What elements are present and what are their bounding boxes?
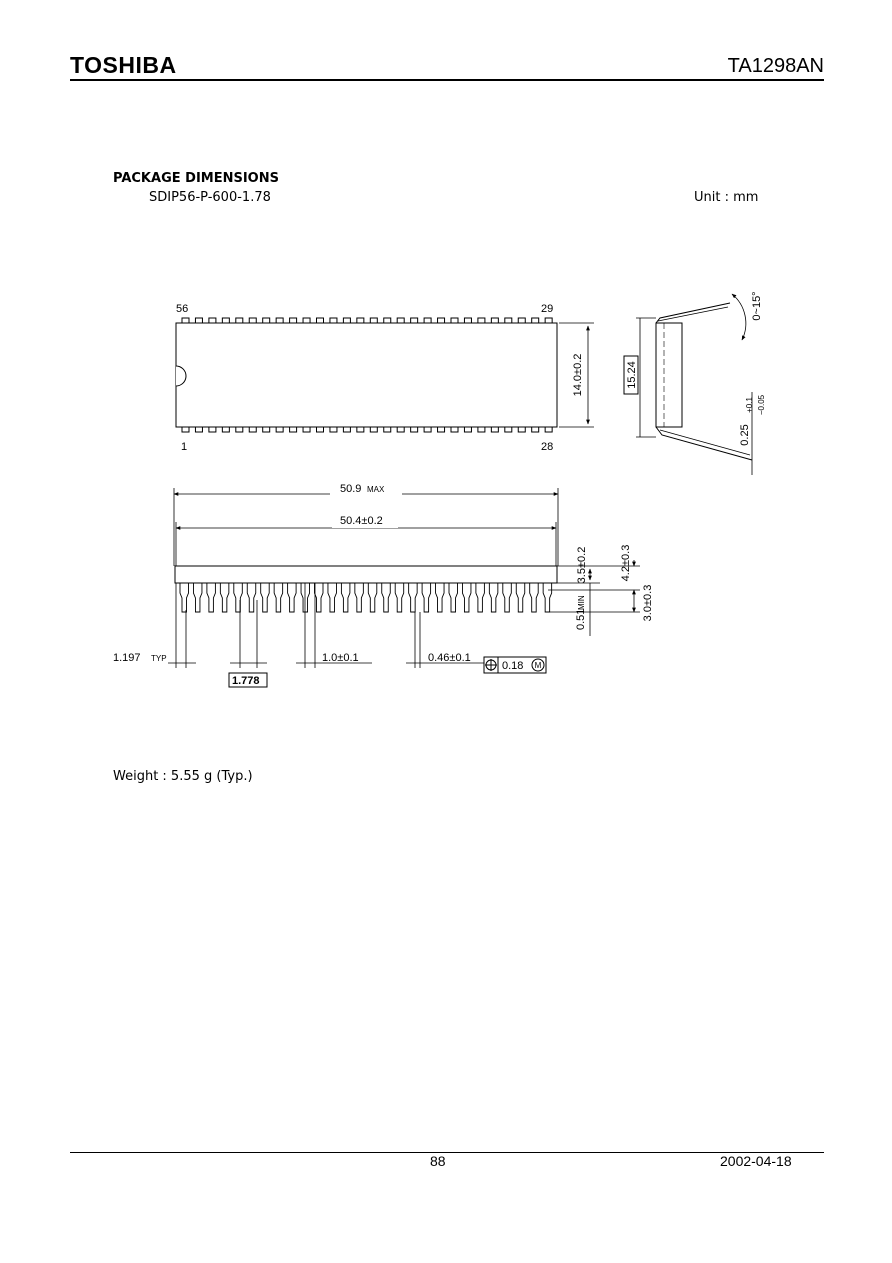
angle-dim-label: 0~15° <box>751 291 763 321</box>
side-view <box>113 483 654 687</box>
pin-stub-bottom <box>317 427 324 432</box>
lead-profile <box>180 583 189 612</box>
pin-stub-top <box>236 318 243 323</box>
pin-stub-top <box>532 318 539 323</box>
top-view <box>176 303 594 453</box>
lead-profile <box>530 583 539 612</box>
pin-stub-bottom <box>357 427 364 432</box>
lead-thickness-tol-plus: +0.1 <box>745 397 754 413</box>
pin-stub-bottom <box>518 427 525 432</box>
body-length-label: 50.4±0.2 <box>340 515 383 527</box>
revision-date: 2002-04-18 <box>720 1153 792 1169</box>
end-pitch-suffix: TYP <box>151 654 167 663</box>
pin-stub-top <box>505 318 512 323</box>
lead-thickness-tol-minus: −0.05 <box>757 394 766 416</box>
lead-profile <box>436 583 445 612</box>
pin-stub-bottom <box>424 427 431 432</box>
lead-width-label: 0.46±0.1 <box>428 652 471 664</box>
lead-profile <box>193 583 202 612</box>
pin-stub-top <box>451 318 458 323</box>
pin-stub-bottom <box>384 427 391 432</box>
pin-stub-top <box>370 318 377 323</box>
toshiba-logo: TOSHIBA <box>70 52 177 78</box>
pin-stub-bottom <box>303 427 310 432</box>
mmc-label: M <box>534 661 542 670</box>
seat-height-label: 4.2±0.3 <box>620 544 632 582</box>
lead-profile <box>382 583 391 612</box>
weight-text: Weight : 5.55 g (Typ.) <box>113 769 253 784</box>
side-view-body <box>175 566 557 583</box>
lead-profile <box>503 583 512 612</box>
lead-profile <box>395 583 404 612</box>
pin-stub-top <box>438 318 445 323</box>
lead-profile <box>516 583 525 612</box>
body-height-label: 3.5±0.2 <box>576 546 588 584</box>
pin-stub-top <box>491 318 498 323</box>
pin-stub-bottom <box>438 427 445 432</box>
pin-stub-bottom <box>276 427 283 432</box>
lead-profile <box>489 583 498 612</box>
pin-stub-top <box>249 318 256 323</box>
pin-stub-top <box>545 318 552 323</box>
package-code: SDIP56-P-600-1.78 <box>149 190 271 205</box>
pin-stub-top <box>290 318 297 323</box>
lead-profile <box>462 583 471 612</box>
pin-stub-bottom <box>263 427 270 432</box>
pin-stub-top <box>357 318 364 323</box>
lead-profile <box>543 583 552 612</box>
pin-stub-bottom <box>370 427 377 432</box>
pin-stub-top <box>263 318 270 323</box>
lead-profile <box>274 583 283 612</box>
pin-stub-top <box>384 318 391 323</box>
pin-stub-bottom <box>505 427 512 432</box>
lead-profile <box>368 583 377 612</box>
lead-profile <box>234 583 243 612</box>
pin-stub-top <box>276 318 283 323</box>
pin-stub-top <box>464 318 471 323</box>
pin-stub-bottom <box>532 427 539 432</box>
pin-stub-bottom <box>397 427 404 432</box>
pin-stub-top <box>330 318 337 323</box>
lead-profile <box>328 583 337 612</box>
top-view-body <box>176 323 557 427</box>
unit-label: Unit : mm <box>694 190 759 205</box>
lead-profile <box>288 583 297 612</box>
lead-profile <box>261 583 270 612</box>
lead-profile <box>247 583 256 612</box>
pin-stub-top <box>303 318 310 323</box>
pin-stub-top <box>518 318 525 323</box>
pin-stub-bottom <box>545 427 552 432</box>
standoff-suffix: MIN <box>577 595 586 610</box>
pin-stub-top <box>424 318 431 323</box>
lead-profile <box>355 583 364 612</box>
lead-profile <box>409 583 418 612</box>
pin-stub-bottom <box>236 427 243 432</box>
pitch-label: 1.778 <box>232 675 260 687</box>
pin-stub-top <box>411 318 418 323</box>
shoulder-width-label: 1.0±0.1 <box>322 652 359 664</box>
pin-stub-top <box>478 318 485 323</box>
pin-stub-top <box>397 318 404 323</box>
lead-profile <box>449 583 458 612</box>
pin-stub-bottom <box>330 427 337 432</box>
page-number: 88 <box>430 1153 446 1169</box>
row-spacing-label: 15.24 <box>626 361 638 389</box>
footer-rule <box>70 1152 824 1153</box>
pin-stub-bottom <box>478 427 485 432</box>
part-number: TA1298AN <box>727 55 824 77</box>
lead-length-label: 3.0±0.3 <box>642 584 654 622</box>
width-dim-label: 14.0±0.2 <box>572 353 584 397</box>
pin-stub-bottom <box>195 427 202 432</box>
lead-profile <box>476 583 485 612</box>
pin-label-28: 28 <box>541 441 554 453</box>
position-tol-label: 0.18 <box>502 660 524 672</box>
pin-stub-top <box>222 318 229 323</box>
pin-stub-bottom <box>411 427 418 432</box>
lead-thickness-label: 0.25 <box>739 424 751 446</box>
pin-label-1: 1 <box>181 441 188 453</box>
pin-stub-bottom <box>491 427 498 432</box>
pin-label-29: 29 <box>541 303 554 315</box>
pin-label-56: 56 <box>176 303 189 315</box>
lead-profile <box>422 583 431 612</box>
pin-stub-top <box>317 318 324 323</box>
end-view <box>636 294 752 475</box>
lead-profile <box>207 583 216 612</box>
pin-stub-bottom <box>451 427 458 432</box>
lead-profile <box>341 583 350 612</box>
pin-stub-top <box>182 318 189 323</box>
pin-stub-bottom <box>209 427 216 432</box>
pin-stub-bottom <box>290 427 297 432</box>
pin-stub-bottom <box>464 427 471 432</box>
standoff-label: 0.51 <box>575 608 587 630</box>
pin-stub-bottom <box>182 427 189 432</box>
pin-stub-top <box>195 318 202 323</box>
pin-stub-top <box>343 318 350 323</box>
end-pitch-label: 1.197 <box>113 652 141 664</box>
section-title: PACKAGE DIMENSIONS <box>113 171 279 186</box>
pin-stub-bottom <box>222 427 229 432</box>
max-length-label: 50.9 <box>340 483 362 495</box>
lead-profile <box>315 583 324 612</box>
pin-stub-bottom <box>343 427 350 432</box>
pin-stub-bottom <box>249 427 256 432</box>
pin-stub-top <box>209 318 216 323</box>
max-length-suffix: MAX <box>367 485 385 494</box>
side-view-leads <box>180 583 552 612</box>
lead-profile <box>220 583 229 612</box>
